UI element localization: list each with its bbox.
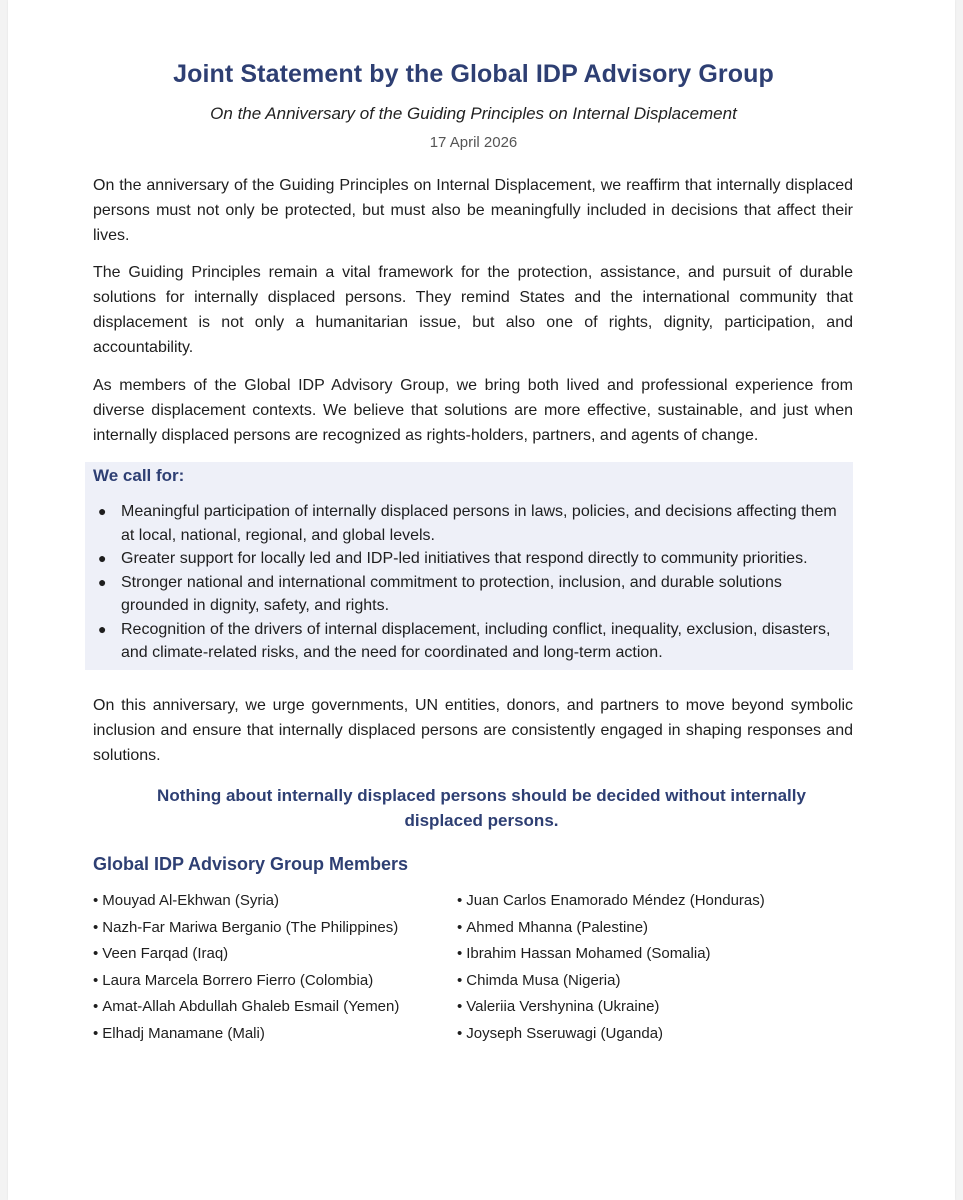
bullet-icon: ● — [98, 503, 107, 519]
member-item — [93, 968, 399, 995]
members-list-left — [93, 888, 399, 1048]
call-for-heading: We call for: — [93, 466, 185, 485]
bullet-icon: • — [93, 971, 99, 989]
closing-statement: Nothing about internally displaced persons should be decided without internally displaced persons. — [157, 786, 806, 830]
document-date: 17 April 2026 — [429, 134, 518, 151]
member-item — [93, 941, 399, 968]
member-item — [457, 968, 765, 995]
member-name: Joyseph Sseruwagi (Uganda) — [466, 1024, 664, 1042]
bullet-icon: ● — [98, 620, 107, 637]
bullet-icon: • — [457, 998, 463, 1016]
paragraph-advisory-group: As members of the Global IDP Advisory Group, we bring both lived and professional experience from diverse displacement contexts. We believe that solutions are more effective, sustainable, and just when internally displaced persons are recognized as rights-holders, partners, and agents of change. — [93, 377, 853, 444]
member-item — [457, 915, 765, 942]
member-name: Juan Carlos Enamorado Méndez (Honduras) — [466, 892, 765, 909]
member-name: Laura Marcela Borrero Fierro (Colombia) — [102, 971, 374, 989]
member-item — [457, 994, 765, 1021]
member-name: Ahmed Mhanna (Palestine) — [466, 918, 649, 936]
call-for-item — [85, 618, 845, 665]
paragraph-intro: On the anniversary of the Guiding Principles on Internal Displacement, we reaffirm that internally displaced persons must not only be protected, but must also be meaningfully included in decisions that affect their lives. — [93, 177, 853, 244]
bullet-icon: • — [93, 1024, 99, 1042]
member-item — [93, 888, 399, 915]
bullet-icon: • — [457, 945, 463, 963]
paragraph-urge: On this anniversary, we urge governments, UN entities, donors, and partners to move beyond symbolic inclusion and ensure that internally displaced persons are consistently engaged in shaping responses and solutions. — [93, 697, 853, 764]
bullet-icon: • — [457, 892, 463, 909]
call-for-list — [85, 500, 845, 665]
bullet-icon: • — [93, 918, 99, 936]
member-name: Amat-Allah Abdullah Ghaleb Esmail (Yemen) — [102, 998, 400, 1016]
member-name: Valeriia Vershynina (Ukraine) — [466, 998, 660, 1016]
call-for-item-text: Meaningful participation of internally displaced persons in laws, policies, and decisions affecting them at local, national, regional, and global levels. — [121, 503, 837, 544]
member-name: Veen Farqad (Iraq) — [102, 945, 229, 963]
bullet-icon: • — [93, 892, 99, 909]
member-item — [93, 994, 399, 1021]
member-item — [93, 915, 399, 942]
call-for-item-text: Recognition of the drivers of internal displacement, including conflict, inequality, exclusion, disasters, and climate-related risks, and the need for coordinated and long-term action. — [121, 620, 831, 661]
bullet-icon: • — [457, 971, 463, 989]
call-for-item-text: Stronger national and international commitment to protection, inclusion, and durable solutions grounded in dignity, safety, and rights. — [121, 573, 782, 614]
member-name: Ibrahim Hassan Mohamed (Somalia) — [466, 945, 711, 963]
members-heading: Global IDP Advisory Group Members — [93, 854, 409, 874]
call-for-item-text: Greater support for locally led and IDP-led initiatives that respond directly to community priorities. — [121, 550, 808, 567]
call-for-item — [85, 500, 845, 547]
member-item — [457, 888, 765, 915]
bullet-icon: • — [457, 1024, 463, 1042]
member-name: Elhadj Manamane (Mali) — [102, 1024, 265, 1042]
bullet-icon: • — [93, 945, 99, 963]
document-title: Joint Statement by the Global IDP Advisory Group — [173, 60, 774, 88]
bullet-icon: ● — [98, 573, 107, 590]
call-for-item — [85, 571, 845, 618]
members-list-right — [457, 888, 765, 1048]
member-name: Nazh-Far Mariwa Berganio (The Philippines) — [102, 918, 399, 936]
member-name: Mouyad Al-Ekhwan (Syria) — [102, 892, 279, 909]
member-item — [457, 1021, 765, 1048]
bullet-icon: ● — [98, 550, 107, 566]
bullet-icon: • — [457, 918, 463, 936]
bullet-icon: • — [93, 998, 99, 1016]
member-item — [457, 941, 765, 968]
member-name: Chimda Musa (Nigeria) — [466, 971, 621, 989]
member-item — [93, 1021, 399, 1048]
document-subtitle: On the Anniversary of the Guiding Principles on Internal Displacement — [210, 104, 737, 123]
call-for-item — [85, 547, 845, 571]
call-for-box — [85, 462, 853, 670]
paragraph-guiding-principles: The Guiding Principles remain a vital framework for the protection, assistance, and pursuit of durable solutions for internally displaced persons. They remind States and the international community that displacement is not only a humanitarian issue, but also one of rights, dignity, participation, and accountability. — [93, 264, 853, 356]
